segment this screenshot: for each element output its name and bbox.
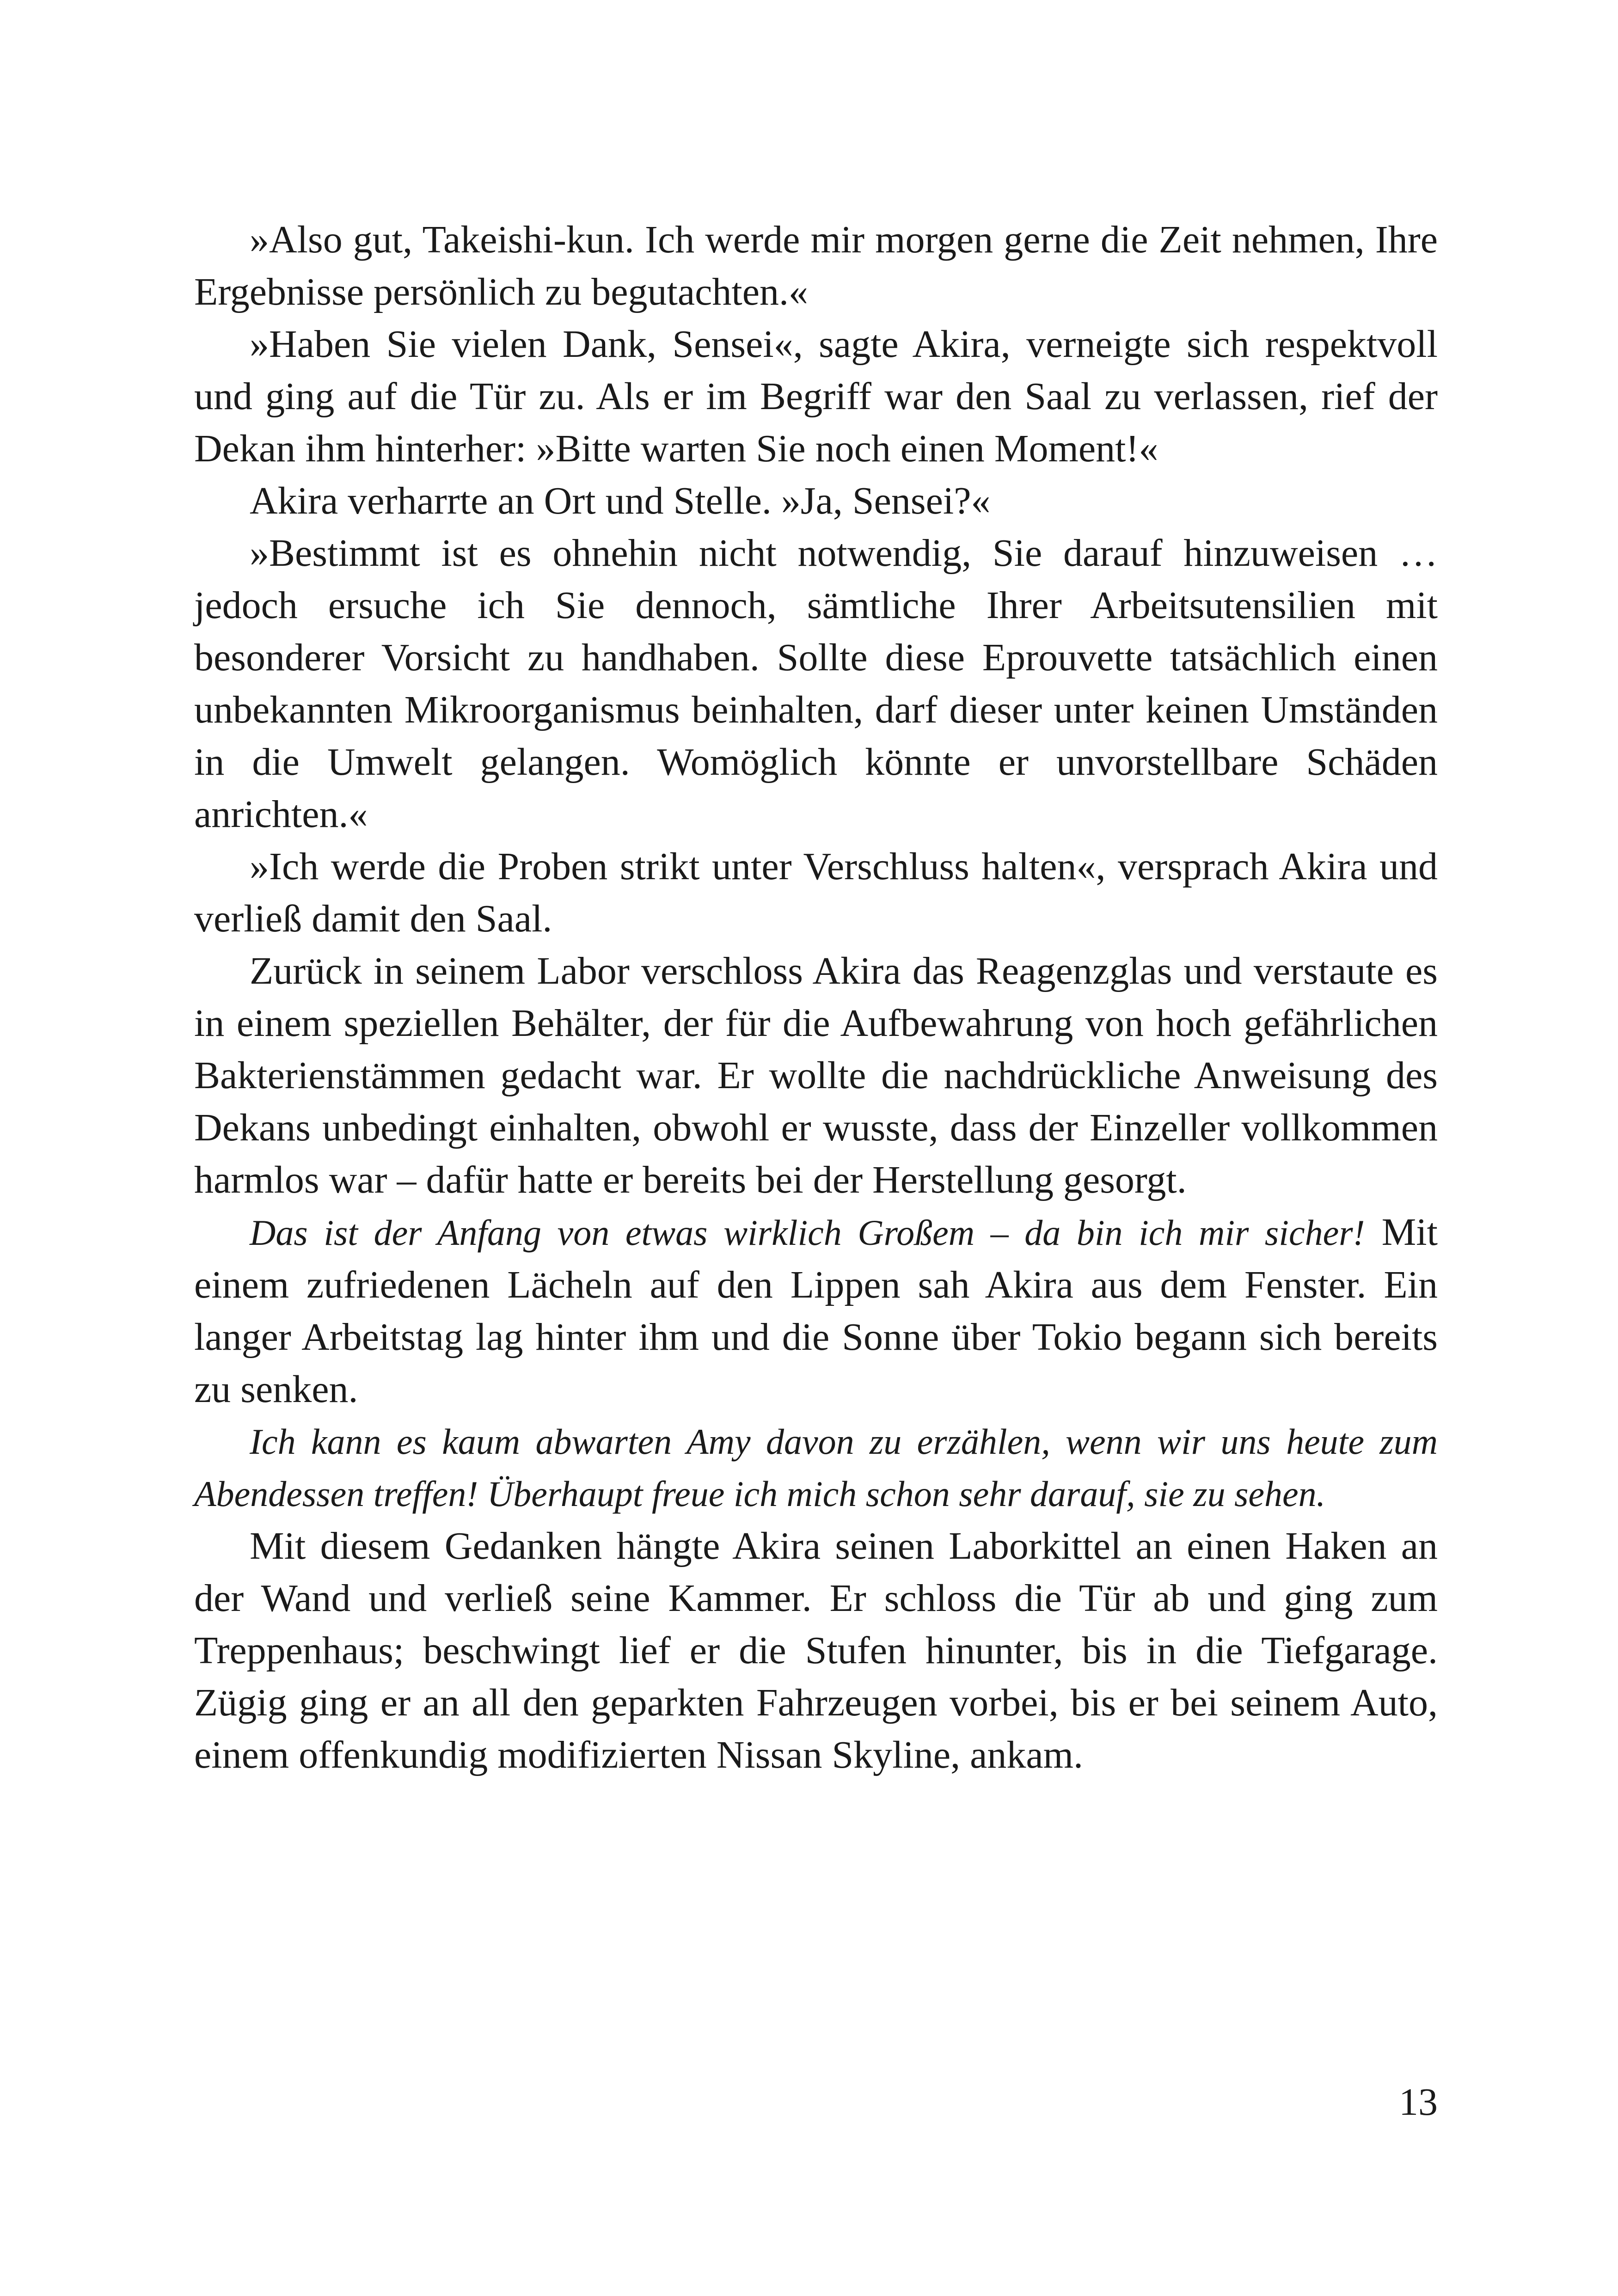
body-text	[194, 214, 1438, 1781]
paragraph-continuation: Mit einem zufriedenen Lächeln auf den Lippen sah Akira aus dem Fenster. Ein langer Arbeitstag lag hinter ihm und die Sonne über Tokio begann sich bereits zu senken.	[194, 1211, 1438, 1411]
paragraph: »Haben Sie vielen Dank, Sensei«, sagte Akira, verneigte sich respektvoll und ging auf die Tür zu. Als er im Begriff war den Saal zu verlassen, rief der Dekan ihm hinterher: »Bitte warten Sie noch einen Moment!«	[194, 323, 1438, 470]
inner-thought-paragraph: Ich kann es kaum abwarten Amy davon zu erzählen, wenn wir uns heute zum Abendessen treffen! Überhaupt freue ich mich schon sehr darauf, sie zu sehen.	[194, 1421, 1438, 1514]
paragraph: Akira verharrte an Ort und Stelle. »Ja, Sensei?«	[250, 479, 991, 522]
paragraph: »Ich werde die Proben strikt unter Verschluss halten«, versprach Akira und verließ damit den Saal.	[194, 845, 1438, 940]
paragraph: Zurück in seinem Labor verschloss Akira das Reagenzglas und verstaute es in einem speziellen Behälter, der für die Aufbewahrung von hoch gefährlichen Bakterienstämmen gedacht war. Er wollte die nachdrückliche Anweisung des Dekans unbedingt einhalten, obwohl er wusste, dass der Einzeller vollkommen harmlos war – dafür hatte er bereits bei der Herstellung gesorgt.	[194, 949, 1438, 1201]
paragraph: »Bestimmt ist es ohnehin nicht notwendig, Sie darauf hinzuweisen … jedoch ersuche ich Sie dennoch, sämtliche Ihrer Arbeitsutensilien mit besonderer Vorsicht zu handhaben. Sollte diese Eprouvette tatsächlich einen unbekannten Mikroorganismus beinhalten, darf dieser unter keinen Umständen in die Umwelt gelangen. Womöglich könnte er unvorstellbare Schäden anrichten.«	[194, 532, 1438, 836]
paragraph: »Also gut, Takeishi-kun. Ich werde mir morgen gerne die Zeit nehmen, Ihre Ergebnisse persönlich zu begutachten.«	[194, 218, 1438, 313]
paragraph-with-thought	[194, 1206, 1438, 1415]
inner-thought-text: Das ist der Anfang von etwas wirklich Großem – da bin ich mir sicher!	[250, 1212, 1365, 1253]
page-number: 13	[1399, 2081, 1438, 2124]
paragraph: Mit diesem Gedanken hängte Akira seinen Laborkittel an einen Haken an der Wand und verließ seine Kammer. Er schloss die Tür ab und ging zum Treppenhaus; beschwingt lief er die Stufen hinunter, bis in die Tiefgarage. Zügig ging er an all den geparkten Fahrzeugen vorbei, bis er bei seinem Auto, einem offenkundig modifizierten Nissan Skyline, ankam.	[194, 1525, 1438, 1776]
